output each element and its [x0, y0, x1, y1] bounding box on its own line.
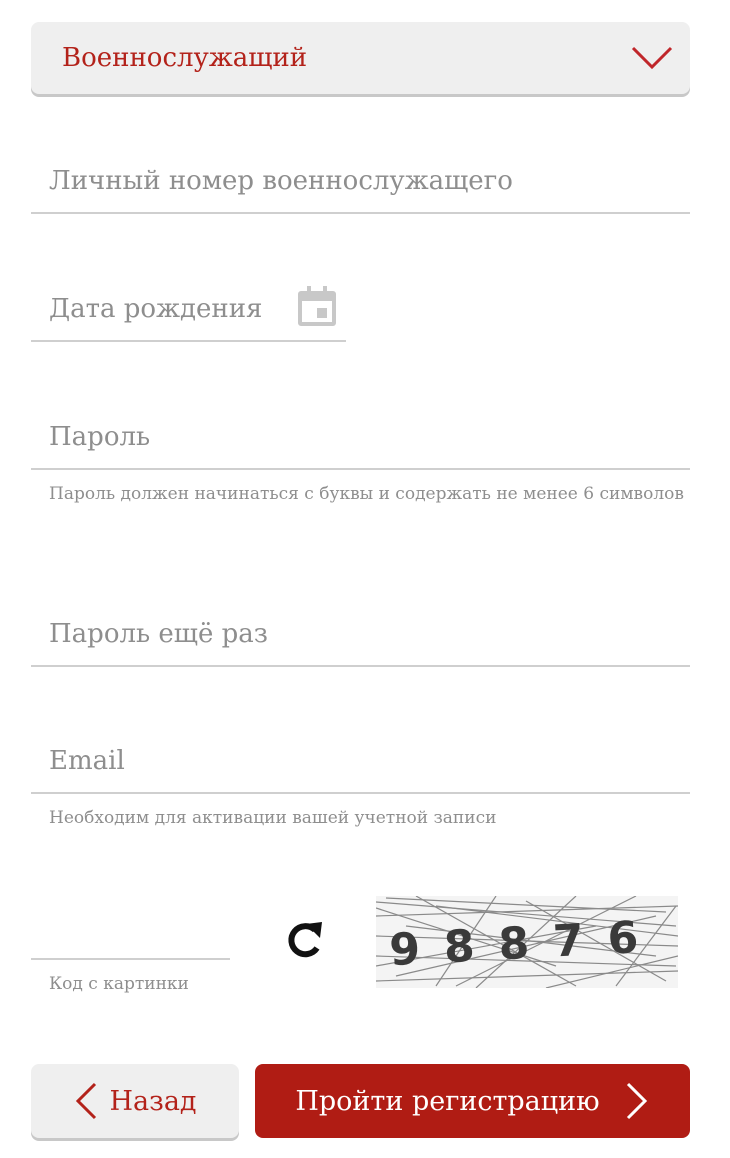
category-select-value: Военнослужащий [62, 43, 308, 73]
register-button[interactable] [255, 1064, 690, 1138]
personal-number-field [31, 150, 690, 214]
email-input[interactable] [31, 730, 690, 792]
register-button-label: Пройти регистрацию [295, 1085, 600, 1117]
email-field [31, 730, 690, 794]
category-select[interactable] [31, 22, 690, 94]
personal-number-input[interactable] [31, 150, 690, 212]
refresh-icon[interactable] [280, 918, 326, 964]
password-field [31, 406, 690, 470]
captcha-image [376, 896, 678, 988]
captcha-hint: Код с картинки [49, 974, 189, 994]
chevron-left-icon [73, 1081, 99, 1121]
chevron-down-icon [630, 42, 674, 72]
password-input[interactable] [31, 406, 690, 468]
captcha-field [31, 896, 230, 960]
email-hint: Необходим для активации вашей учетной записи [49, 808, 497, 828]
calendar-icon[interactable] [298, 286, 336, 326]
captcha-text: 98876 [388, 910, 664, 977]
captcha-input[interactable] [31, 896, 230, 958]
chevron-right-icon [624, 1081, 650, 1121]
password-repeat-field [31, 603, 690, 667]
password-repeat-input[interactable] [31, 603, 690, 665]
password-hint: Пароль должен начинаться с буквы и содержать не менее 6 символов [49, 484, 684, 504]
back-button[interactable] [31, 1064, 239, 1138]
back-button-label: Назад [109, 1085, 197, 1117]
